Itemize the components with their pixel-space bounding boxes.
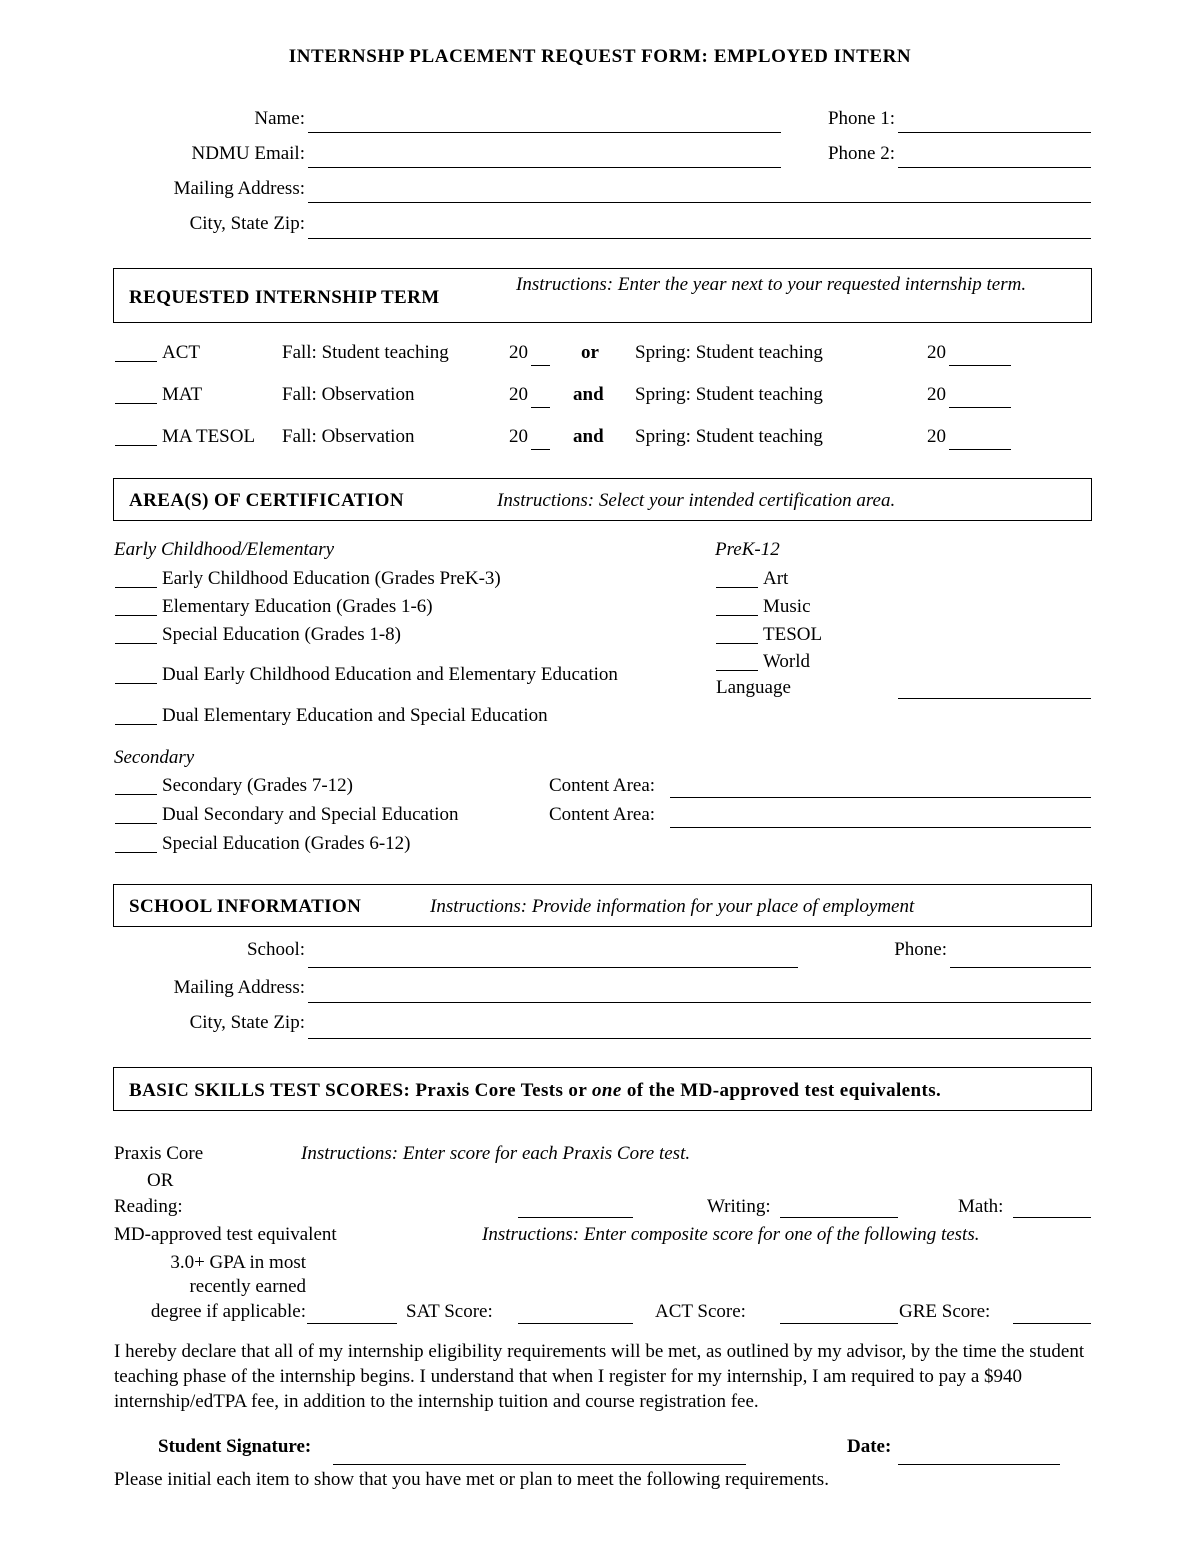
school-instructions: Instructions: Provide information for your place of employment — [430, 896, 915, 917]
ma-tesol-check[interactable] — [115, 430, 157, 446]
cert-option: Dual Elementary Education and Special Education — [162, 705, 548, 726]
gpa-label-line: degree if applicable: — [150, 1301, 306, 1322]
cert-option: Special Education (Grades 6-12) — [162, 833, 411, 854]
term-conjunction: or — [581, 342, 599, 363]
school-label: School: — [246, 939, 305, 960]
content-area-label: Content Area: — [549, 775, 656, 796]
term-fall: Fall: Observation — [282, 384, 415, 405]
art-check[interactable] — [716, 572, 758, 588]
dual-secondary-check[interactable] — [115, 808, 157, 824]
cert-option-cont: Language — [716, 677, 791, 698]
cert-option: Secondary (Grades 7-12) — [162, 775, 353, 796]
spring-year-field[interactable] — [949, 392, 1011, 408]
term-year-prefix: 20 — [509, 384, 528, 405]
phone2-label: Phone 2: — [827, 143, 895, 164]
sat-field[interactable] — [518, 1323, 633, 1324]
content-area-field[interactable] — [670, 797, 1091, 798]
term-program: ACT — [162, 342, 200, 363]
declaration-text: I hereby declare that all of my internship eligibility requirements will be met, as outlined by my advisor, by the time the student teaching phase of the internship begins. I understand that when I register for my internship, I am required to pay a $940 internship/edTPA fee, in addition to the internship tuition and course registration fee. — [114, 1341, 1085, 1412]
content-area-label: Content Area: — [549, 804, 656, 825]
term-spring: Spring: Student teaching — [635, 426, 823, 447]
term-instructions: Instructions: Enter the year next to your requested internship term. — [516, 274, 1027, 295]
mailing-address-field[interactable] — [308, 202, 1091, 203]
cert-header: AREA(S) OF CERTIFICATION — [129, 490, 404, 511]
school-mailing-label: Mailing Address: — [173, 977, 305, 998]
gpa-label-line: recently earned — [189, 1276, 306, 1297]
city-state-zip-label: City, State Zip: — [189, 213, 305, 234]
school-header: SCHOOL INFORMATION — [129, 896, 362, 917]
sat-label: SAT Score: — [406, 1301, 493, 1322]
early-childhood-check[interactable] — [115, 572, 157, 588]
writing-label: Writing: — [707, 1196, 771, 1217]
term-spring: Spring: Student teaching — [635, 384, 823, 405]
term-spring: Spring: Student teaching — [635, 342, 823, 363]
prek12-heading: PreK-12 — [715, 539, 780, 560]
signature-field[interactable] — [333, 1464, 746, 1465]
praxis-instructions: Instructions: Enter score for each Praxis Core test. — [301, 1143, 691, 1164]
tests-header-box — [113, 1067, 1092, 1111]
elementary-check[interactable] — [115, 600, 157, 616]
praxis-label: Praxis Core — [114, 1143, 204, 1164]
gre-label: GRE Score: — [899, 1301, 991, 1322]
mailing-address-label: Mailing Address: — [173, 178, 305, 199]
secondary-check[interactable] — [115, 779, 157, 795]
cert-option: Dual Early Childhood Education and Elementary Education — [162, 664, 618, 685]
tests-header — [129, 1081, 941, 1100]
cert-option: TESOL — [763, 624, 823, 645]
initial-note: Please initial each item to show that you have met or plan to meet the following requirements. — [114, 1469, 829, 1490]
city-state-zip-field[interactable] — [308, 238, 1091, 239]
tests-header-part: BASIC SKILLS TEST SCORES: Praxis Core Tests or — [129, 1080, 592, 1101]
gpa-label-line: 3.0+ GPA in most — [170, 1252, 306, 1273]
school-phone-label: Phone: — [894, 939, 947, 960]
or-label: OR — [147, 1170, 174, 1191]
tests-header-part: of the MD-approved test equivalents. — [621, 1080, 942, 1101]
md-approved-label: MD-approved test equivalent — [114, 1224, 337, 1245]
date-field[interactable] — [898, 1464, 1060, 1465]
dual-elem-sped-check[interactable] — [115, 709, 157, 725]
early-childhood-heading: Early Childhood/Elementary — [114, 539, 335, 560]
school-field[interactable] — [308, 967, 798, 968]
school-city-field[interactable] — [308, 1038, 1091, 1039]
cert-option: Music — [763, 596, 811, 617]
term-header-box — [113, 268, 1092, 323]
fall-year-field[interactable] — [531, 392, 550, 408]
fall-year-field[interactable] — [531, 434, 550, 450]
fall-year-field[interactable] — [531, 350, 550, 366]
phone2-field[interactable] — [898, 167, 1091, 168]
cert-option: World — [763, 651, 811, 672]
content-area-field[interactable] — [670, 827, 1091, 828]
writing-field[interactable] — [780, 1217, 898, 1218]
tests-header-emphasis: one — [591, 1080, 622, 1101]
page-title: INTERNSHP PLACEMENT REQUEST FORM: EMPLOYED INTERN — [288, 46, 912, 67]
mat-check[interactable] — [115, 388, 157, 404]
reading-label: Reading: — [114, 1196, 183, 1217]
cert-option: Special Education (Grades 1-8) — [162, 624, 401, 645]
term-year-prefix: 20 — [509, 342, 528, 363]
cert-instructions: Instructions: Select your intended certification area. — [497, 490, 896, 511]
music-check[interactable] — [716, 600, 758, 616]
math-field[interactable] — [1013, 1217, 1091, 1218]
md-instructions: Instructions: Enter composite score for one of the following tests. — [482, 1224, 980, 1245]
phone1-label: Phone 1: — [827, 108, 895, 129]
world-language-field[interactable] — [898, 698, 1091, 699]
email-field[interactable] — [308, 167, 781, 168]
date-label: Date: — [847, 1436, 892, 1457]
cert-option: Art — [763, 568, 789, 589]
term-conjunction: and — [573, 426, 604, 447]
cert-option: Elementary Education (Grades 1-6) — [162, 596, 433, 617]
term-year-prefix: 20 — [509, 426, 528, 447]
tesol-check[interactable] — [716, 628, 758, 644]
act-check[interactable] — [115, 346, 157, 362]
name-field[interactable] — [308, 132, 781, 133]
act-label: ACT Score: — [655, 1301, 746, 1322]
school-city-label: City, State Zip: — [189, 1012, 305, 1033]
spring-year-field[interactable] — [949, 350, 1011, 366]
spring-year-field[interactable] — [949, 434, 1011, 450]
cert-option: Early Childhood Education (Grades PreK-3) — [162, 568, 501, 589]
term-header: REQUESTED INTERNSHIP TERM — [129, 287, 440, 308]
math-label: Math: — [958, 1196, 1004, 1217]
school-phone-field[interactable] — [950, 967, 1091, 968]
term-year-prefix: 20 — [927, 384, 946, 405]
school-mailing-field[interactable] — [308, 1002, 1091, 1003]
secondary-heading: Secondary — [114, 747, 195, 768]
act-field[interactable] — [780, 1323, 898, 1324]
name-label: Name: — [254, 108, 305, 129]
school-header-box — [113, 884, 1092, 927]
term-program: MA TESOL — [162, 426, 256, 447]
dual-ec-elem-check[interactable] — [115, 668, 157, 684]
signature-label: Student Signature: — [158, 1436, 312, 1457]
term-fall: Fall: Student teaching — [282, 342, 449, 363]
cert-header-box — [113, 478, 1092, 521]
world-language-check[interactable] — [716, 655, 758, 671]
term-fall: Fall: Observation — [282, 426, 415, 447]
term-year-prefix: 20 — [927, 342, 946, 363]
term-program: MAT — [162, 384, 203, 405]
reading-field[interactable] — [518, 1217, 633, 1218]
special-ed-6-12-check[interactable] — [115, 837, 157, 853]
term-year-prefix: 20 — [927, 426, 946, 447]
phone1-field[interactable] — [898, 132, 1091, 133]
special-ed-1-8-check[interactable] — [115, 628, 157, 644]
cert-option: Dual Secondary and Special Education — [162, 804, 459, 825]
gpa-field[interactable] — [307, 1323, 397, 1324]
email-label: NDMU Email: — [191, 143, 305, 164]
term-conjunction: and — [573, 384, 604, 405]
gre-field[interactable] — [1013, 1323, 1091, 1324]
